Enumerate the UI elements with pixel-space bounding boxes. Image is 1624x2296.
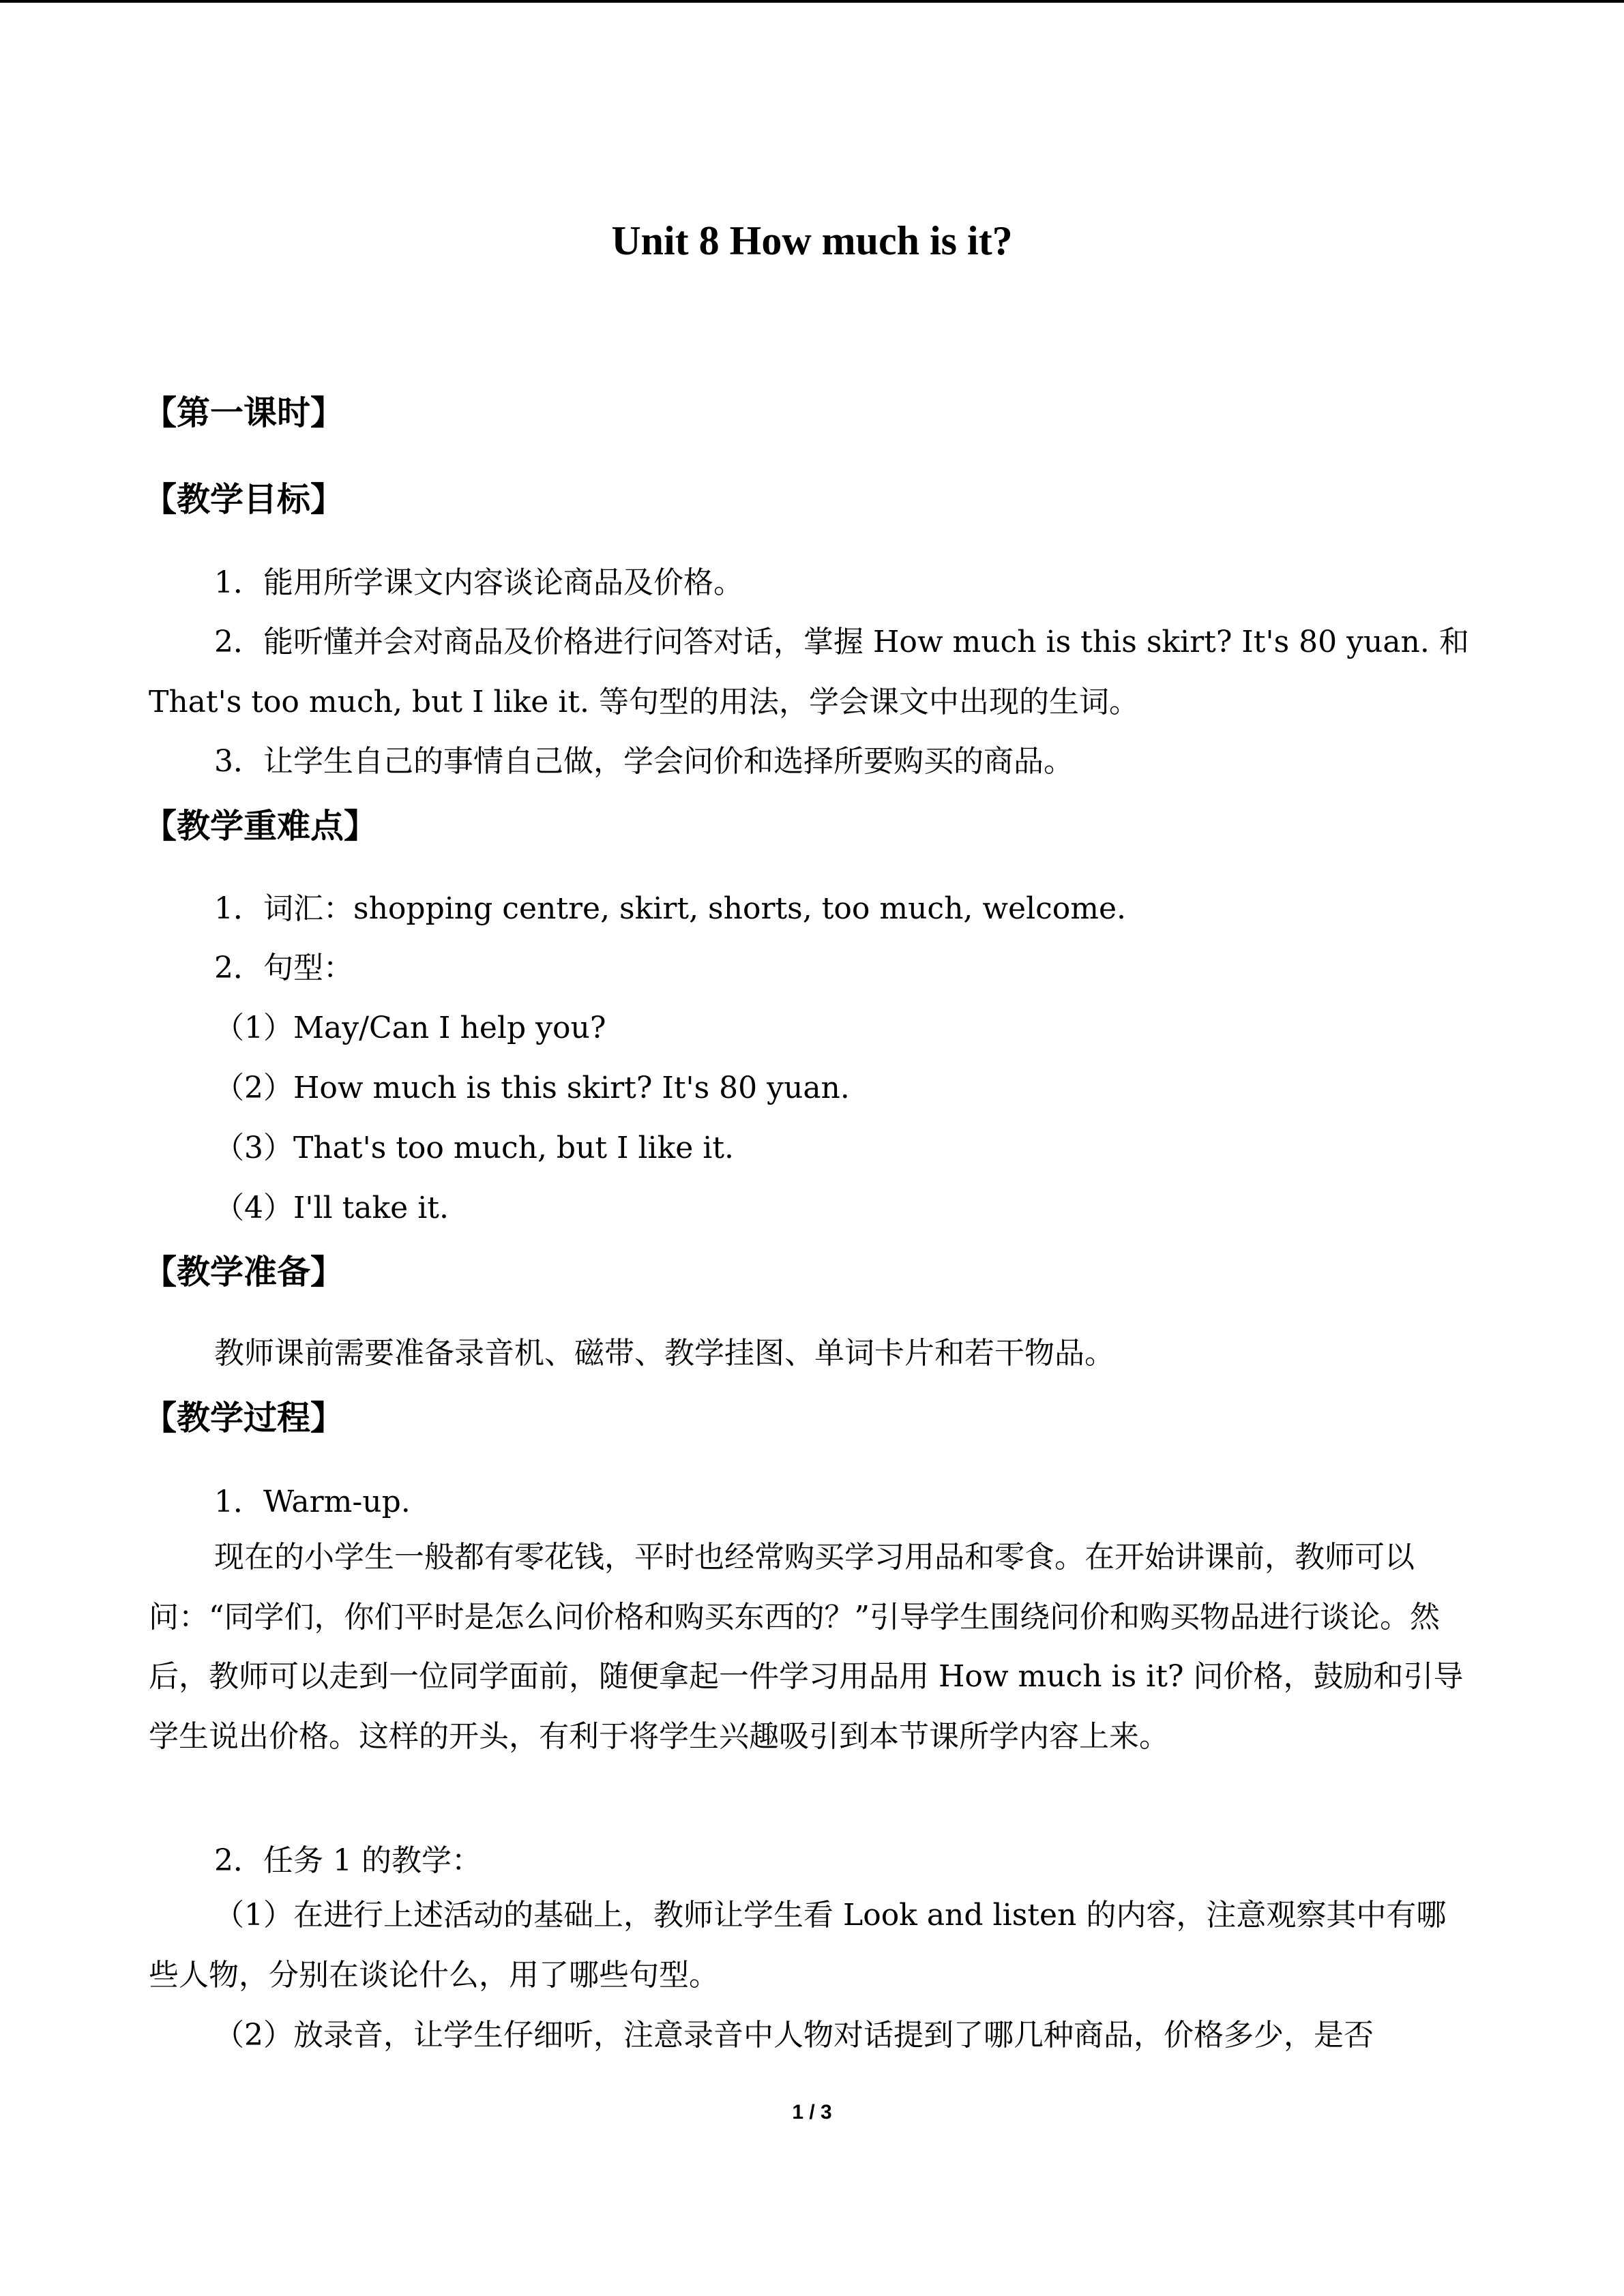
document-title: Unit 8 How much is it? <box>611 218 1013 263</box>
objective-item-2-line-2: That's too much, but I like it. 等句型的用法，学会课文中出现的生词。 <box>149 685 1140 719</box>
top-border-line <box>0 0 1624 3</box>
key-points-sentence-label: 2．句型： <box>214 951 353 985</box>
preparation-text: 教师课前需要准备录音机、磁带、教学挂图、单词卡片和若干物品。 <box>214 1336 1114 1371</box>
process-task1-step-1: （1）在进行上述活动的基础上，教师让学生看 Look and listen 的内容，注意观察其中有哪些人物，分别在谈论什么，用了哪些句型。 <box>149 1898 1447 1993</box>
sentence-pattern-3: （3）That's too much, but I like it. <box>214 1131 735 1165</box>
heading-lesson: 【第一课时】 <box>143 393 344 432</box>
sentence-pattern-1: （1）May/Can I help you? <box>214 1011 606 1045</box>
heading-preparation: 【教学准备】 <box>143 1253 344 1292</box>
heading-objectives: 【教学目标】 <box>143 480 344 519</box>
heading-key-points: 【教学重难点】 <box>143 807 378 846</box>
process-warmup-paragraph: 现在的小学生一般都有零花钱，平时也经常购买学习用品和零食。在开始讲课前，教师可以问：“同学们，你们平时是怎么问价格和购买东西的？”引导学生围绕问价和购买物品进行谈论。然后，教师可以走到一位同学面前，随便拿起一件学习用品用 How much is it? 问价格，鼓励和引导学生说出价格。这样的开头，有利于将学生兴趣吸引到本节课所学内容上来。 <box>149 1540 1464 1754</box>
sentence-pattern-2: （2）How much is this skirt? It's 80 yuan. <box>214 1071 850 1105</box>
process-warmup-label: 1．Warm-up. <box>214 1485 411 1519</box>
objective-item-2-line-1: 2．能听懂并会对商品及价格进行问答对话，掌握 How much is this skirt? It's 80 yuan. 和 <box>214 625 1469 659</box>
objective-item-1: 1．能用所学课文内容谈论商品及价格。 <box>214 565 743 600</box>
objective-item-3: 3．让学生自己的事情自己做，学会问价和选择所要购买的商品。 <box>214 744 1074 779</box>
process-task1-label: 2．任务 1 的教学： <box>214 1843 482 1878</box>
sentence-pattern-4: （4）I'll take it. <box>214 1191 449 1225</box>
process-task1-step-2: （2）放录音，让学生仔细听，注意录音中人物对话提到了哪几种商品，价格多少，是否 <box>214 2018 1374 2053</box>
key-points-vocabulary: 1．词汇：shopping centre, skirt, shorts, too much, welcome. <box>214 891 1127 926</box>
page-number: 1 / 3 <box>792 2101 832 2123</box>
heading-process: 【教学过程】 <box>143 1399 344 1437</box>
